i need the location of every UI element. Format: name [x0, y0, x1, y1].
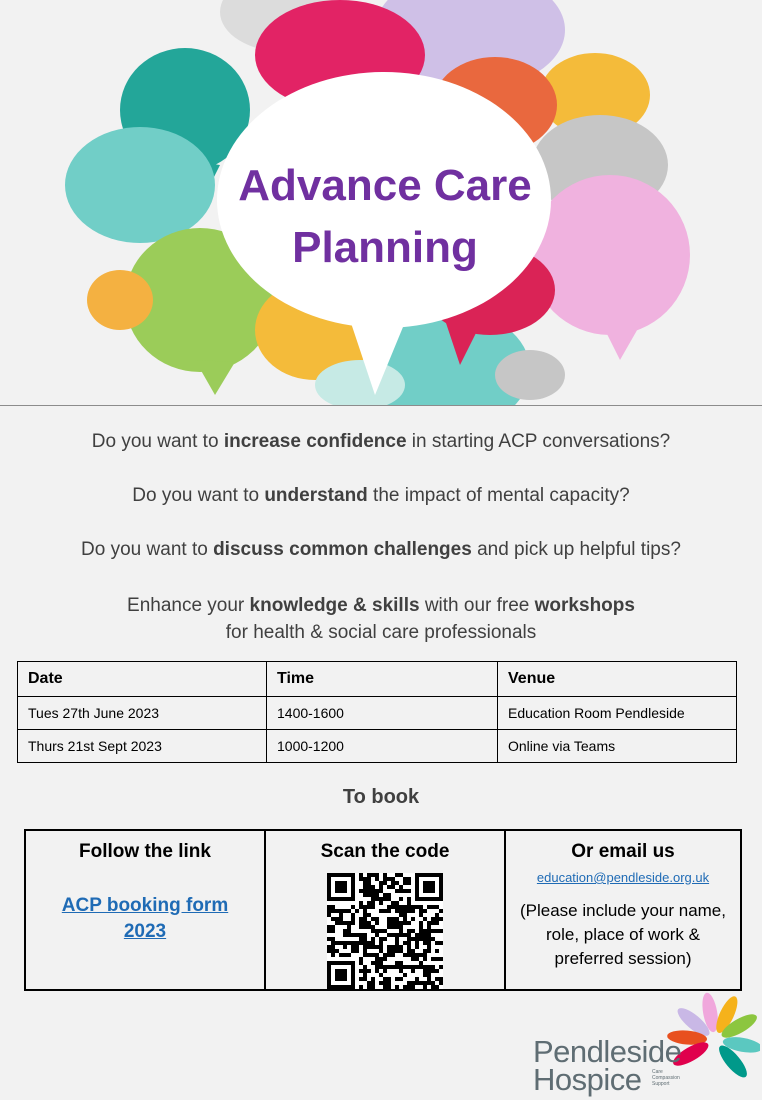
column-header-date: Date — [18, 662, 267, 697]
to-book-heading: To book — [342, 786, 420, 808]
enhance-emphasis: knowledge & skills — [249, 595, 420, 616]
hero-divider — [0, 405, 762, 406]
cell-date: Thurs 21st Sept 2023 — [18, 730, 267, 763]
workshop-schedule-table — [17, 661, 737, 763]
hero-banner — [0, 0, 762, 406]
question-mental-capacity — [0, 484, 762, 508]
cell-venue: Online via Teams — [498, 730, 737, 763]
email-note-line-3: preferred session) — [554, 949, 692, 968]
booking-link-cell — [25, 830, 265, 990]
logo-word-pendleside: Pendleside — [533, 1034, 682, 1069]
column-header-time: Time — [267, 662, 498, 697]
enhance-statement — [0, 594, 762, 618]
booking-form-link[interactable] — [26, 893, 264, 945]
table-row — [18, 730, 737, 763]
question-text: in starting ACP conversations? — [406, 431, 671, 452]
booking-link-line-2[interactable]: 2023 — [123, 921, 167, 942]
cell-time: 1000-1200 — [267, 730, 498, 763]
booking-email-cell — [505, 830, 741, 990]
email-link[interactable]: education@pendleside.org.uk — [536, 870, 710, 885]
booking-link-line-1[interactable]: ACP booking form — [61, 895, 229, 916]
question-emphasis: common challenges — [289, 539, 472, 560]
cell-venue: Education Room Pendleside — [498, 697, 737, 730]
follow-link-heading: Follow the link — [79, 841, 211, 862]
question-emphasis: increase — [223, 431, 301, 452]
logo-tag-support: Support — [652, 1081, 670, 1087]
scan-code-heading: Scan the code — [320, 841, 450, 862]
enhance-audience: for health & social care professionals — [225, 622, 537, 643]
question-text: the impact of mental capacity? — [367, 485, 630, 506]
email-note-line-1: (Please include your name, — [519, 901, 726, 920]
table-header-row — [18, 662, 737, 697]
question-text: Do you want to — [91, 431, 224, 452]
cell-date: Tues 27th June 2023 — [18, 697, 267, 730]
logo-word-hospice: Hospice — [533, 1062, 642, 1097]
email-note-line-2: role, place of work & — [545, 925, 700, 944]
question-emphasis: confidence — [306, 431, 407, 452]
booking-options-table — [24, 829, 742, 991]
question-emphasis: understand — [264, 485, 368, 506]
question-text: and pick up helpful tips? — [471, 539, 681, 560]
question-challenges — [0, 538, 762, 562]
page-title-line-1: Advance Care — [238, 161, 532, 210]
logo-tag-care: Care — [652, 1069, 663, 1075]
enhance-text: with our free — [419, 595, 535, 616]
table-row — [18, 697, 737, 730]
logo-tag-compassion: Compassion — [652, 1075, 680, 1081]
pendleside-hospice-logo — [530, 990, 760, 1098]
cell-time: 1400-1600 — [267, 697, 498, 730]
question-text: Do you want to — [81, 539, 214, 560]
enhance-emphasis: workshops — [534, 595, 635, 616]
question-text: Do you want to — [132, 485, 265, 506]
page-title-line-2: Planning — [292, 223, 478, 272]
booking-qr-cell — [265, 830, 505, 990]
email-heading: Or email us — [571, 841, 675, 862]
question-confidence — [0, 430, 762, 454]
question-emphasis: discuss — [213, 539, 284, 560]
enhance-text: Enhance your — [127, 595, 250, 616]
qr-code[interactable] — [327, 873, 443, 989]
column-header-venue: Venue — [498, 662, 737, 697]
